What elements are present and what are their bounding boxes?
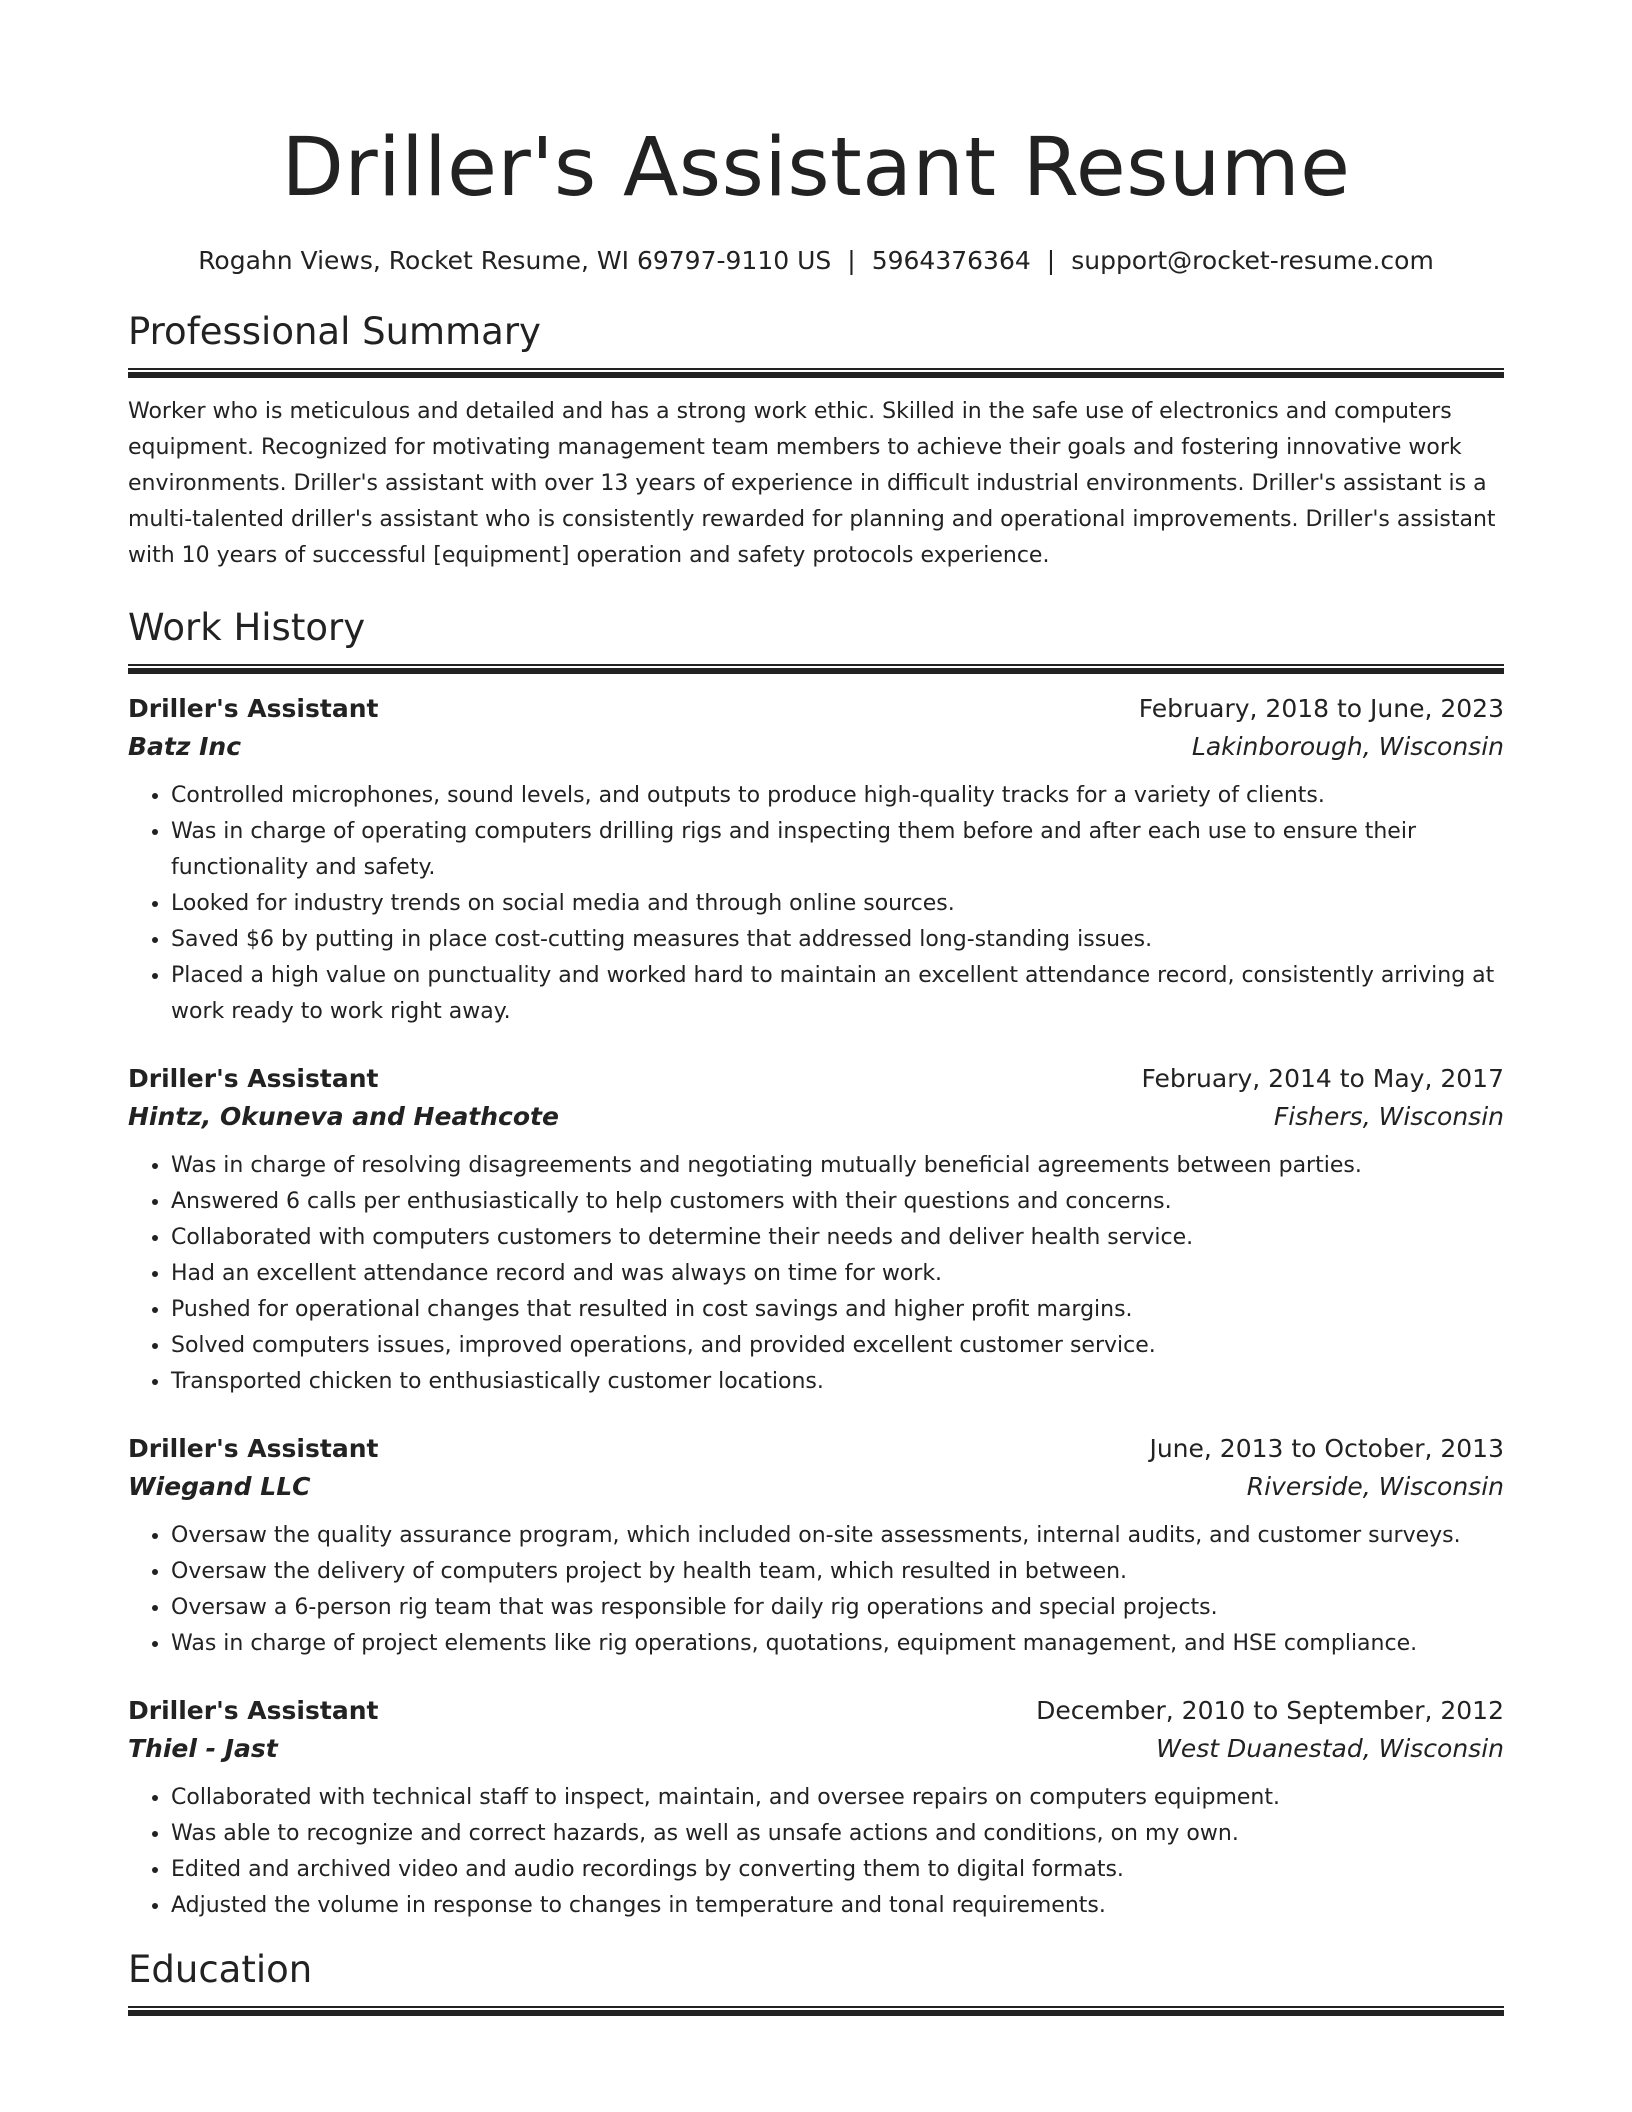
section-divider: [128, 368, 1504, 378]
job-header-row: [128, 690, 1504, 728]
contact-separator: |: [847, 246, 856, 275]
summary-section: [128, 308, 1504, 574]
job-dates: December, 2010 to September, 2012: [1036, 1696, 1504, 1725]
job-company: Wiegand LLC: [128, 1472, 311, 1501]
job-header-row: [128, 1430, 1504, 1468]
job-bullet: • Oversaw a 6-person rig team that was responsible for daily rig operations and special projects.: [171, 1590, 1504, 1626]
job-bullet: • Pushed for operational changes that resulted in cost savings and higher profit margins.: [171, 1292, 1504, 1328]
job-entry: [128, 1430, 1504, 1662]
job-company: Hintz, Okuneva and Heathcote: [128, 1102, 559, 1131]
job-location: Fishers, Wisconsin: [1273, 1102, 1504, 1131]
job-header-row: [128, 1060, 1504, 1098]
job-bullet: • Looked for industry trends on social media and through online sources.: [171, 886, 1504, 922]
section-heading-summary: Professional Summary: [128, 310, 541, 353]
job-bullet: • Transported chicken to enthusiastically customer locations.: [171, 1364, 1504, 1400]
job-bullet: • Collaborated with computers customers to determine their needs and deliver health service.: [171, 1220, 1504, 1256]
job-company: Batz Inc: [128, 732, 242, 761]
job-title: Driller's Assistant: [128, 1696, 379, 1725]
job-bullet: • Placed a high value on punctuality and worked hard to maintain an excellent attendance record, consistently arriving at work ready to work right away.: [171, 958, 1504, 1030]
job-bullet-list: [128, 1148, 1504, 1400]
job-title: Driller's Assistant: [128, 694, 379, 723]
work-history-section: [128, 604, 1504, 1924]
contact-phone: 5964376364: [871, 246, 1031, 275]
job-bullet: • Controlled microphones, sound levels, and outputs to produce high-quality tracks for a variety of clients.: [171, 778, 1504, 814]
job-bullet: • Collaborated with technical staff to inspect, maintain, and oversee repairs on computers equipment.: [171, 1780, 1504, 1816]
contact-address: Rogahn Views, Rocket Resume, WI 69797-9110 US: [198, 246, 832, 275]
job-company-row: [128, 728, 1504, 766]
job-title: Driller's Assistant: [128, 1434, 379, 1463]
job-location: Lakinborough, Wisconsin: [1191, 732, 1504, 761]
page-title: Driller's Assistant Resume: [281, 121, 1351, 215]
job-bullet: • Edited and archived video and audio recordings by converting them to digital formats.: [171, 1852, 1504, 1888]
job-list: [128, 690, 1504, 1924]
job-bullet-list: [128, 1780, 1504, 1924]
job-entry: [128, 690, 1504, 1030]
section-heading-work-history: Work History: [128, 606, 366, 649]
job-entry: [128, 1692, 1504, 1924]
section-divider: [128, 664, 1504, 674]
job-company: Thiel - Jast: [128, 1734, 278, 1763]
job-bullet-list: [128, 1518, 1504, 1662]
job-location: West Duanestad, Wisconsin: [1156, 1734, 1504, 1763]
job-bullet: • Oversaw the quality assurance program, which included on-site assessments, internal audits, and customer surveys.: [171, 1518, 1504, 1554]
job-company-row: [128, 1098, 1504, 1136]
job-bullet: • Was in charge of operating computers drilling rigs and inspecting them before and after each use to ensure their functionality and safety.: [171, 814, 1504, 886]
job-bullet: • Oversaw the delivery of computers project by health team, which resulted in between.: [171, 1554, 1504, 1590]
contact-separator: |: [1046, 246, 1056, 275]
job-bullet: • Saved $6 by putting in place cost-cutting measures that addressed long-standing issues.: [171, 922, 1504, 958]
job-bullet-list: [128, 778, 1504, 1030]
contact-line: [128, 244, 1504, 278]
education-section: [128, 1946, 1504, 2016]
job-bullet: • Had an excellent attendance record and was always on time for work.: [171, 1256, 1504, 1292]
section-heading-education: Education: [128, 1948, 313, 1991]
contact-email: support@rocket-resume.com: [1071, 246, 1434, 275]
job-entry: [128, 1060, 1504, 1400]
job-dates: June, 2013 to October, 2013: [1149, 1434, 1504, 1463]
job-dates: February, 2014 to May, 2017: [1141, 1064, 1504, 1093]
job-company-row: [128, 1468, 1504, 1506]
job-company-row: [128, 1730, 1504, 1768]
job-bullet: • Adjusted the volume in response to changes in temperature and tonal requirements.: [171, 1888, 1504, 1924]
job-title: Driller's Assistant: [128, 1064, 379, 1093]
job-bullet: • Solved computers issues, improved operations, and provided excellent customer service.: [171, 1328, 1504, 1364]
summary-text: Worker who is meticulous and detailed and has a strong work ethic. Skilled in the safe use of electronics and computers equipment. Recognized for motivating management team members to achieve their goals and fostering innovative work environments. Driller's assistant with over 13 years of experience in difficult industrial environments. Driller's assistant is a multi-talented driller's assistant who is consistently rewarded for planning and operational improvements. Driller's assistant with 10 years of successful [equipment] operation and safety protocols experience.: [128, 399, 1496, 568]
job-location: Riverside, Wisconsin: [1246, 1472, 1504, 1501]
job-bullet: • Was in charge of resolving disagreements and negotiating mutually beneficial agreements between parties.: [171, 1148, 1504, 1184]
job-header-row: [128, 1692, 1504, 1730]
job-bullet: • Was able to recognize and correct hazards, as well as unsafe actions and conditions, on my own.: [171, 1816, 1504, 1852]
section-divider: [128, 2006, 1504, 2016]
job-dates: February, 2018 to June, 2023: [1138, 694, 1504, 723]
job-bullet: • Answered 6 calls per enthusiastically to help customers with their questions and concerns.: [171, 1184, 1504, 1220]
job-bullet: • Was in charge of project elements like rig operations, quotations, equipment management, and HSE compliance.: [171, 1626, 1504, 1662]
